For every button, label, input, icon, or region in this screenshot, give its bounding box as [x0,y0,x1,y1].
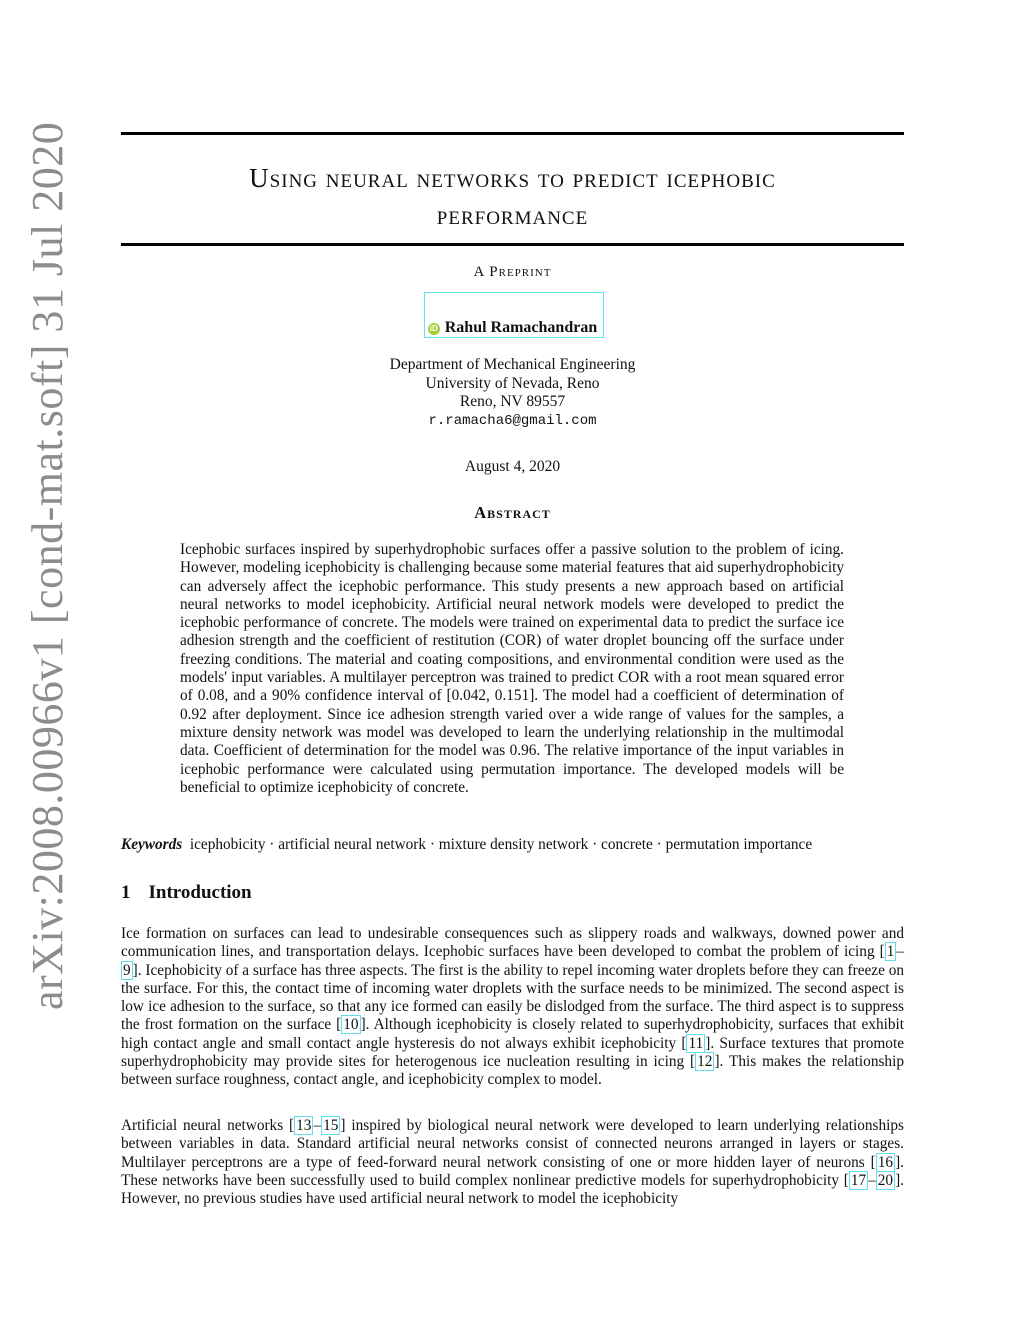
address: Reno, NV 89557 [459,393,566,410]
paper-title [121,160,904,234]
publication-date: August 4, 2020 [464,458,561,475]
text-span: ]. Although icephobicity is closely related to superhydrophobicity, surfaces that exhibit high contact angle and small contact angle hysteresis do not always exhibit icephobicity [ [121,1016,904,1052]
university: University of Nevada, Reno [425,374,600,392]
text-span: ] inspired by biological neural network were developed to learn underlying relationships between variables in data. Standard artificial neural networks consist of connected neurons arranged in layers or stages. Multilayer perceptrons are a type of feed-forward neural network consisting of one or more hidden layer of neurons [ [121,1117,904,1171]
citation-link[interactable]: 17 [850,1171,867,1189]
citation-link[interactable]: 10 [343,1016,359,1034]
preprint-label: A Preprint [473,264,552,280]
department: Department of Mechanical Engineering [389,356,636,373]
text-span: Artificial neural networks [ [121,1117,295,1134]
citation-link[interactable]: 11 [688,1034,704,1052]
author-name-line [121,318,904,338]
author-email[interactable]: r.ramacha6@gmail.com [428,412,597,429]
abstract-heading: Abstract [474,503,551,522]
range-dash: – [868,1171,876,1189]
section-title: Introduction [148,882,252,903]
citation-link[interactable]: 9 [123,961,131,979]
citation-link[interactable]: 1 [886,943,895,961]
citation-link[interactable]: 20 [877,1171,894,1189]
range-dash: – [896,943,904,961]
citation-link[interactable]: 16 [877,1153,894,1171]
keywords-label: Keywords [121,836,183,853]
author-affiliation [121,337,904,430]
title-line-1: Using neural networks to predict icephobic [249,163,776,193]
intro-paragraph-1 [121,925,904,1090]
text-span: ]. Icephobicity of a surface has three aspects. The first is the ability to repel incoming water droplets before they can freeze on the surface. For this, the contact time of incoming water droplets with the surface needs to be minimized. The second aspect is low ice adhesion to the surface, so that any ice formed can easily be dislodged from the surface. The third aspect is to suppress the frost formation on the surface [ [121,961,904,1034]
intro-paragraph-2 [121,1117,904,1208]
title-top-rule [121,132,904,135]
title-line-2: performance [436,200,589,230]
section-heading-introduction [121,882,252,904]
section-number: 1 [121,882,131,903]
author-name[interactable]: Rahul Ramachandran [444,319,598,336]
range-dash: – [313,1117,322,1134]
orcid-icon[interactable]: iD [429,324,438,333]
text-span: ]. This makes the relationship between surface roughness, contact angle, and icephobicity complex to model. [121,1053,904,1089]
keywords [121,836,911,854]
text-span: ]. Surface textures that promote superhydrophobicity may provide sites for heterogenous ice nucleation resulting in icing [ [121,1034,904,1071]
title-bottom-rule [121,243,904,246]
keywords-list: icephobicity · artificial neural network · mixture density network · concrete · permutation importance [189,836,813,853]
citation-link[interactable]: 15 [323,1117,339,1134]
abstract-text: Icephobic surfaces inspired by superhydrophobic surfaces offer a passive solution to the problem of icing. However, modeling icephobicity is challenging because some material features that aid superhydrophobicity can adversely affect the icephobic performance. This study presents a new approach based on artificial neural networks to model icephobicity. Artificial neural network models were developed to predict the icephobic performance of concrete. The models were trained on experimental data to predict the surface ice adhesion strength and the coefficient of restitution (COR) of water droplet bouncing off the surface under freezing conditions. The material and coating compositions, and environmental condition were used as the models' input variables. A multilayer perceptron was trained to predict COR with a root mean squared error of 0.08, and a 90% confidence interval of [0.042, 0.151]. The model had a coefficient of determination of 0.92 after deployment. Since ice adhesion strength varied over a wide range of values for the samples, a mixture density network was model was developed to learn the underlying relationship in the multimodal data. Coefficient of determination for the model was 0.96. The relative importance of the input variables in icephobic performance were calculated using permutation importance. The developed models will be beneficial to optimize icephobicity of concrete. [180,541,844,796]
citation-link[interactable]: 12 [697,1053,713,1071]
text-span: ]. However, no previous studies have used artificial neural network to model the icephobicity [121,1171,904,1208]
text-span: ]. These networks have been successfully used to build complex nonlinear predictive models for superhydrophobicity [ [121,1153,904,1189]
citation-link[interactable]: 13 [296,1117,312,1134]
arxiv-identifier: arXiv:2008.00966v1 [cond-mat.soft] 31 Jul 2020 [23,121,72,1010]
text-span: Ice formation on surfaces can lead to undesirable consequences such as slippery roads and walkways, downed power and communication lines, and transportation delays. Icephobic surfaces have been developed to combat the problem of icing [ [121,925,904,961]
